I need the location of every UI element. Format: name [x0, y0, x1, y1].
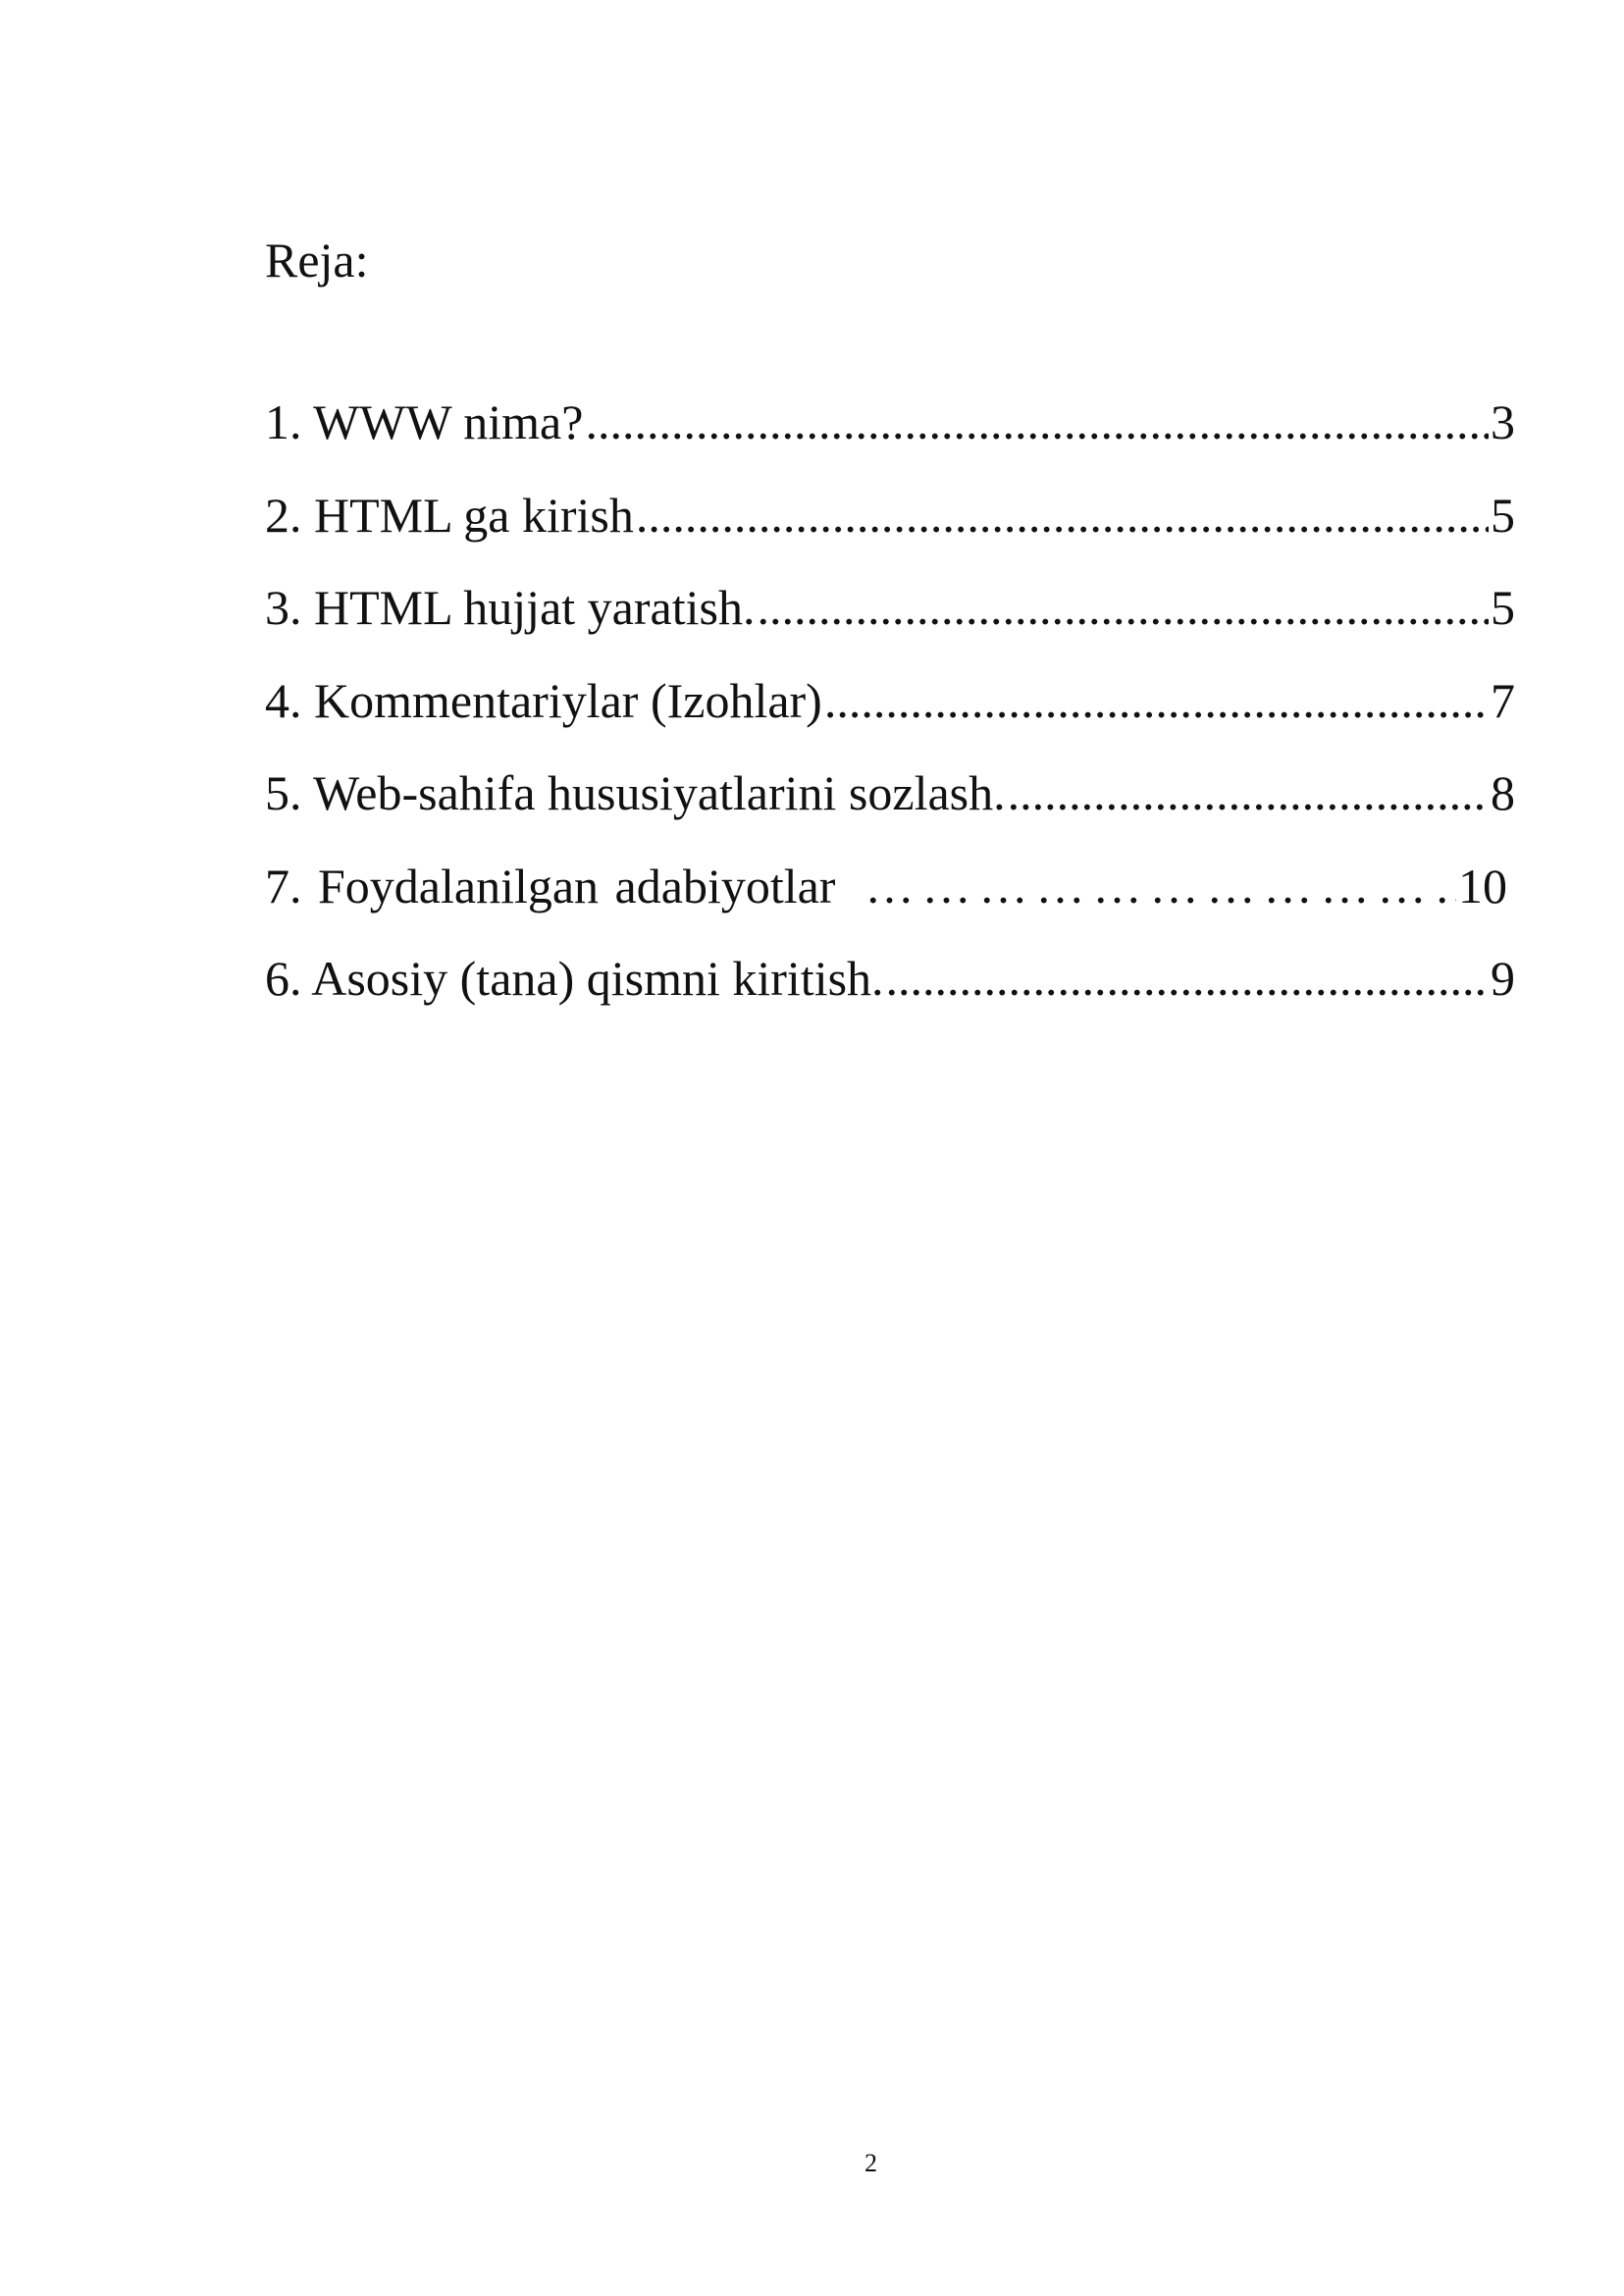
toc-entry-title: 1. WWW nima? — [265, 394, 584, 449]
toc-dot-leader — [1008, 763, 1489, 822]
toc-entry-title: 7. Foydalanilgan adabiyotlar — [265, 858, 836, 913]
toc-entry-page: 3 — [1491, 394, 1515, 449]
toc-entry-title: 3. HTML hujjat yaratish. — [265, 580, 756, 635]
toc-entry-page: 5 — [1491, 487, 1515, 543]
toc-entry — [265, 857, 1515, 950]
toc-entry — [265, 671, 1515, 764]
table-of-contents — [265, 392, 1515, 1042]
toc-dot-leader — [864, 857, 1456, 915]
toc-dot-leader — [824, 671, 1489, 730]
toc-entry-title: 5. Web-sahifa hususiyatlarini sozlash. — [265, 765, 1006, 820]
toc-entry — [265, 486, 1515, 579]
toc-entry — [265, 392, 1515, 486]
toc-dot-leader — [585, 392, 1489, 451]
toc-entry — [265, 578, 1515, 671]
toc-entry-title: 4. Kommentariylar (Izohlar) — [265, 672, 822, 728]
toc-entry-page: 5 — [1491, 580, 1515, 635]
toc-dot-leader — [636, 486, 1489, 545]
toc-entry-page: 10 — [1458, 858, 1507, 913]
toc-entry — [265, 763, 1515, 857]
toc-entry-title: 2. HTML ga kirish — [265, 487, 634, 543]
toc-dot-leader — [757, 578, 1489, 637]
page-number: 2 — [864, 2149, 877, 2177]
toc-dot-leader — [886, 949, 1489, 1008]
toc-entry-page: 7 — [1491, 672, 1515, 728]
toc-entry-page: 8 — [1491, 765, 1515, 820]
toc-entry-title: 6. Asosiy (tana) qismni kiritish. — [265, 951, 884, 1006]
toc-entry — [265, 949, 1515, 1042]
plan-heading: Reja: — [265, 233, 369, 287]
toc-entry-page: 9 — [1491, 951, 1515, 1006]
